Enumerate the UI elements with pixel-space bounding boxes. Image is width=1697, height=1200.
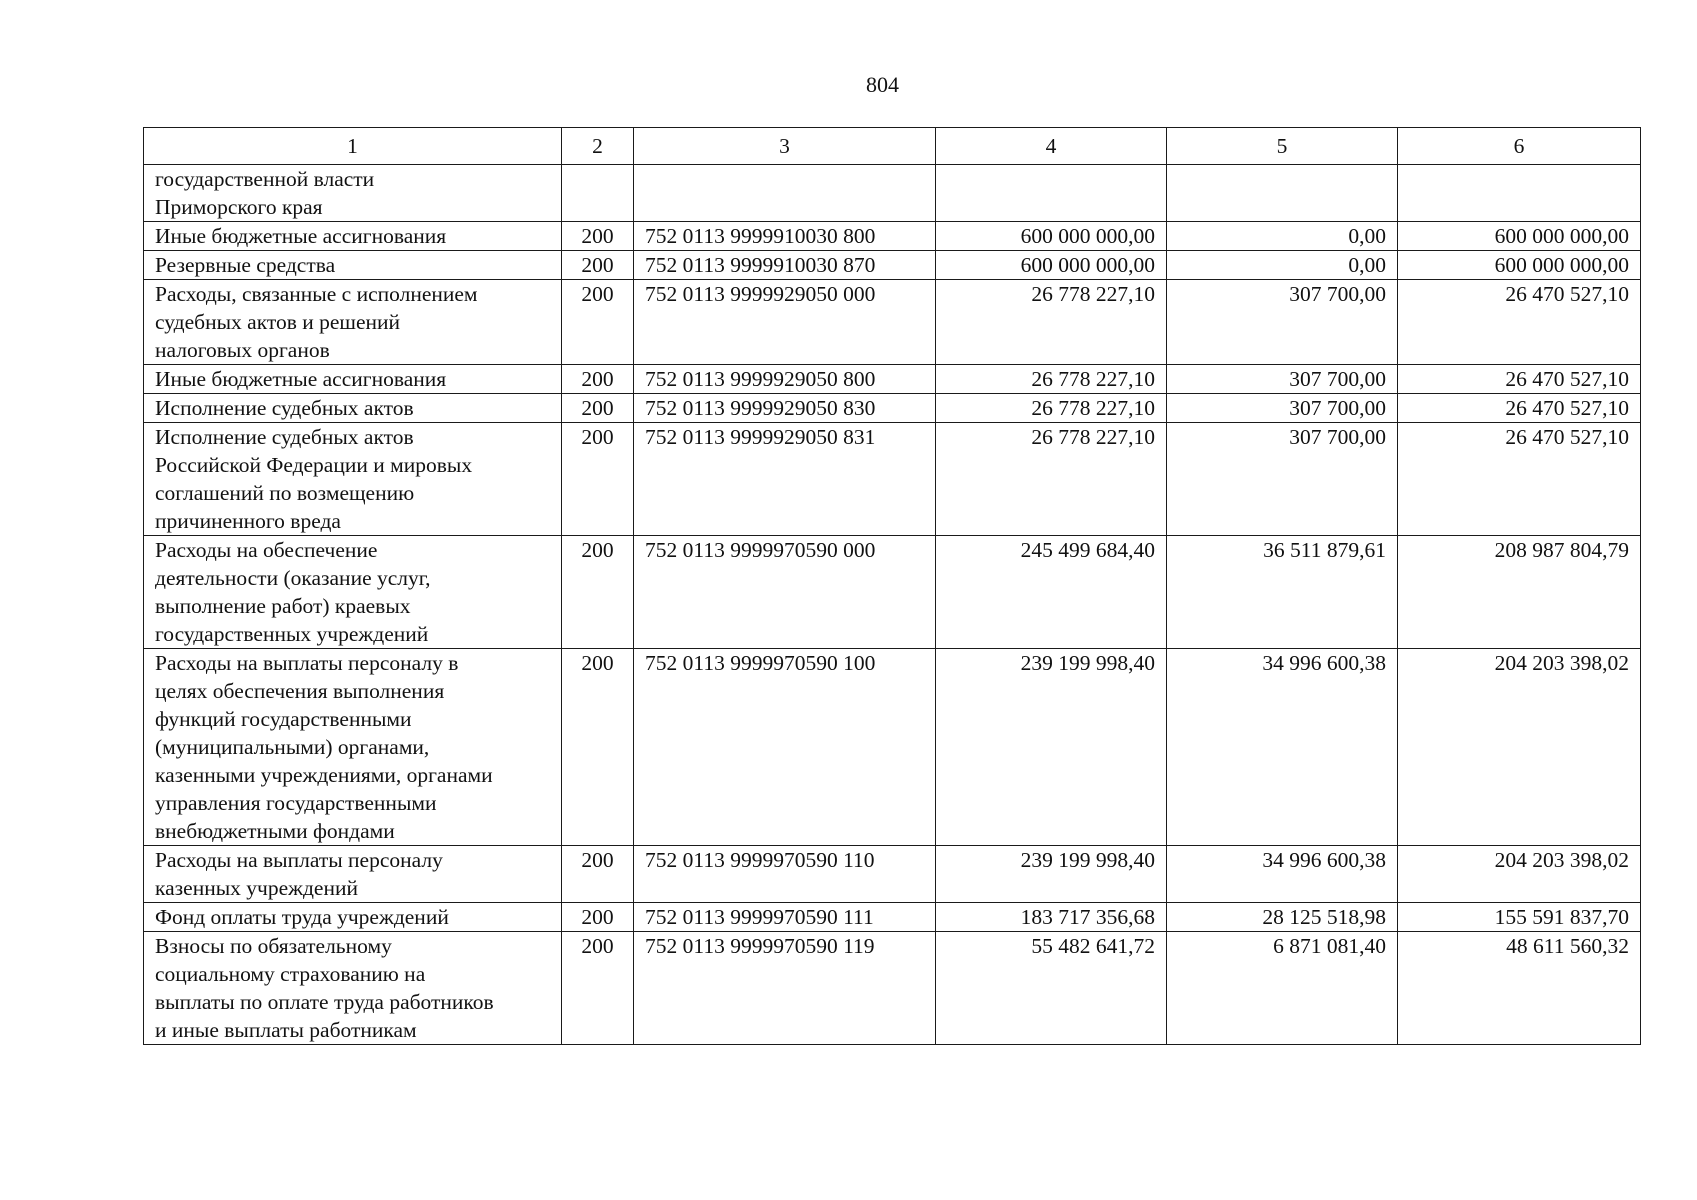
row-name: Расходы на выплаты персоналу казенных учреждений: [144, 846, 562, 903]
row-amount-col5: 307 700,00: [1167, 394, 1398, 423]
row-amount-col4: 600 000 000,00: [936, 222, 1167, 251]
row-classification: 752 0113 9999929050 830: [634, 394, 936, 423]
table-row: [144, 649, 1641, 846]
row-amount-col6: 204 203 398,02: [1398, 846, 1641, 903]
row-amount-col5: 34 996 600,38: [1167, 649, 1398, 846]
table-header-row: [144, 128, 1641, 165]
row-code: [562, 165, 634, 222]
row-name: Расходы на обеспечение деятельности (оказание услуг, выполнение работ) краевых государственных учреждений: [144, 536, 562, 649]
row-amount-col5: 307 700,00: [1167, 280, 1398, 365]
row-amount-col4: 600 000 000,00: [936, 251, 1167, 280]
table-row: [144, 536, 1641, 649]
row-amount-col6: 600 000 000,00: [1398, 222, 1641, 251]
row-name: государственной власти Приморского края: [144, 165, 562, 222]
row-amount-col5: 28 125 518,98: [1167, 903, 1398, 932]
row-amount-col6: 208 987 804,79: [1398, 536, 1641, 649]
row-amount-col6: 155 591 837,70: [1398, 903, 1641, 932]
row-classification: [634, 165, 936, 222]
row-name: Расходы, связанные с исполнением судебных актов и решений налоговых органов: [144, 280, 562, 365]
row-name: Взносы по обязательному социальному страхованию на выплаты по оплате труда работников и иные выплаты работникам: [144, 932, 562, 1045]
row-amount-col4: 26 778 227,10: [936, 365, 1167, 394]
row-amount-col5: 0,00: [1167, 222, 1398, 251]
table-row: [144, 394, 1641, 423]
row-name: Иные бюджетные ассигнования: [144, 222, 562, 251]
row-amount-col6: 26 470 527,10: [1398, 280, 1641, 365]
row-amount-col4: [936, 165, 1167, 222]
row-code: 200: [562, 365, 634, 394]
row-amount-col4: 26 778 227,10: [936, 394, 1167, 423]
table-row: [144, 423, 1641, 536]
header-col-5: 5: [1167, 128, 1398, 165]
table-row: [144, 365, 1641, 394]
row-code: 200: [562, 932, 634, 1045]
table-row: [144, 280, 1641, 365]
row-amount-col6: 204 203 398,02: [1398, 649, 1641, 846]
table-row: [144, 165, 1641, 222]
row-code: 200: [562, 649, 634, 846]
row-amount-col4: 239 199 998,40: [936, 846, 1167, 903]
row-amount-col6: 26 470 527,10: [1398, 365, 1641, 394]
row-code: 200: [562, 423, 634, 536]
row-amount-col4: 26 778 227,10: [936, 423, 1167, 536]
row-classification: 752 0113 9999910030 800: [634, 222, 936, 251]
row-code: 200: [562, 222, 634, 251]
header-col-4: 4: [936, 128, 1167, 165]
row-amount-col5: 307 700,00: [1167, 423, 1398, 536]
row-classification: 752 0113 9999910030 870: [634, 251, 936, 280]
row-amount-col5: 36 511 879,61: [1167, 536, 1398, 649]
page-number: 804: [866, 72, 899, 97]
row-amount-col6: 600 000 000,00: [1398, 251, 1641, 280]
row-classification: 752 0113 9999970590 000: [634, 536, 936, 649]
row-classification: 752 0113 9999970590 111: [634, 903, 936, 932]
row-classification: 752 0113 9999970590 110: [634, 846, 936, 903]
row-amount-col6: 48 611 560,32: [1398, 932, 1641, 1045]
row-classification: 752 0113 9999929050 831: [634, 423, 936, 536]
table-row: [144, 222, 1641, 251]
row-code: 200: [562, 846, 634, 903]
row-name: Фонд оплаты труда учреждений: [144, 903, 562, 932]
row-amount-col4: 239 199 998,40: [936, 649, 1167, 846]
budget-table: [143, 127, 1641, 1045]
row-code: 200: [562, 251, 634, 280]
header-col-2: 2: [562, 128, 634, 165]
table-row: [144, 932, 1641, 1045]
row-amount-col5: 6 871 081,40: [1167, 932, 1398, 1045]
row-amount-col6: 26 470 527,10: [1398, 423, 1641, 536]
table-row: [144, 903, 1641, 932]
row-amount-col4: 183 717 356,68: [936, 903, 1167, 932]
header-col-3: 3: [634, 128, 936, 165]
row-name: Резервные средства: [144, 251, 562, 280]
row-amount-col6: [1398, 165, 1641, 222]
row-classification: 752 0113 9999970590 100: [634, 649, 936, 846]
row-amount-col4: 245 499 684,40: [936, 536, 1167, 649]
row-code: 200: [562, 903, 634, 932]
row-amount-col4: 26 778 227,10: [936, 280, 1167, 365]
table-row: [144, 251, 1641, 280]
row-classification: 752 0113 9999929050 000: [634, 280, 936, 365]
header-col-6: 6: [1398, 128, 1641, 165]
header-col-1: 1: [144, 128, 562, 165]
row-name: Исполнение судебных актов: [144, 394, 562, 423]
row-amount-col6: 26 470 527,10: [1398, 394, 1641, 423]
row-code: 200: [562, 394, 634, 423]
row-name: Иные бюджетные ассигнования: [144, 365, 562, 394]
row-amount-col4: 55 482 641,72: [936, 932, 1167, 1045]
row-amount-col5: [1167, 165, 1398, 222]
row-amount-col5: 34 996 600,38: [1167, 846, 1398, 903]
row-code: 200: [562, 536, 634, 649]
table-row: [144, 846, 1641, 903]
row-name: Исполнение судебных актов Российской Федерации и мировых соглашений по возмещению причиненного вреда: [144, 423, 562, 536]
row-name: Расходы на выплаты персоналу в целях обеспечения выполнения функций государственными (муниципальными) органами, казенными учреждениями, органами управления государственными внебюджетными фондами: [144, 649, 562, 846]
row-code: 200: [562, 280, 634, 365]
row-classification: 752 0113 9999929050 800: [634, 365, 936, 394]
row-amount-col5: 307 700,00: [1167, 365, 1398, 394]
row-amount-col5: 0,00: [1167, 251, 1398, 280]
row-classification: 752 0113 9999970590 119: [634, 932, 936, 1045]
